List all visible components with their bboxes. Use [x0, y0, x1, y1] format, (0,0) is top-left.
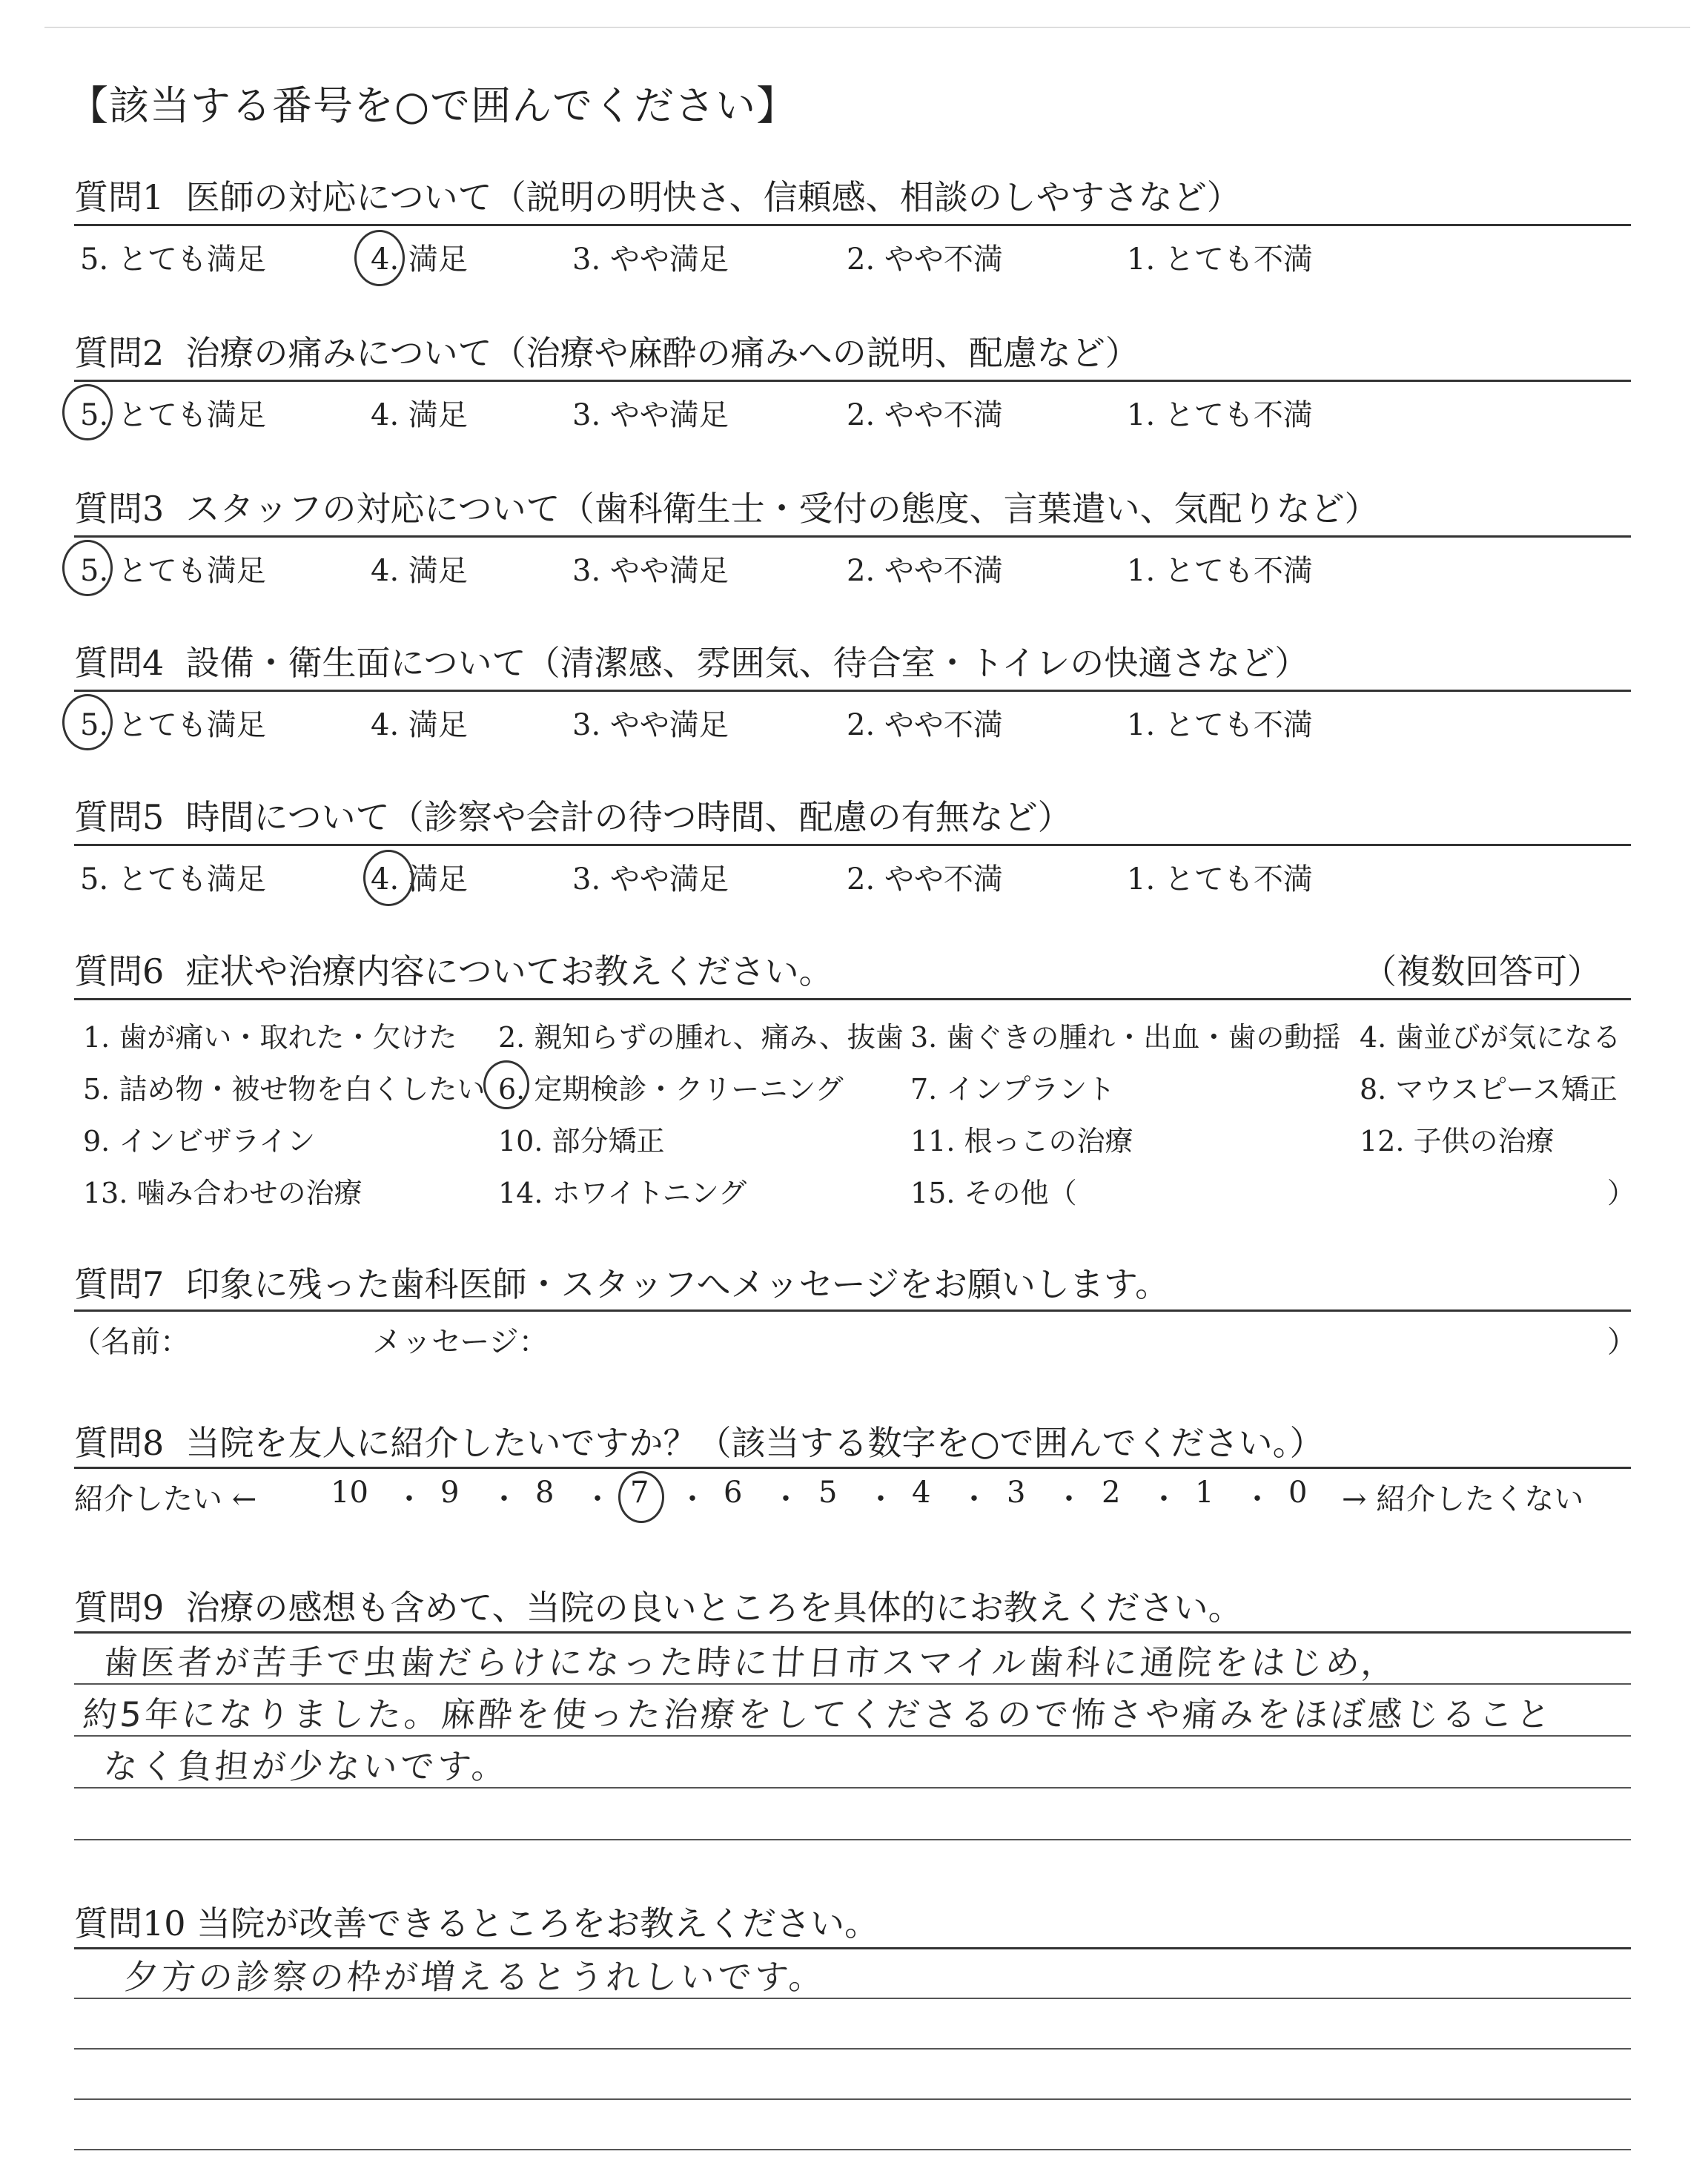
question-5 — [74, 790, 1072, 839]
question-text: 印象に残った歯科医師・スタッフへメッセージをお願いします。 — [185, 1264, 1170, 1304]
question-text: 治療の痛みについて（治療や麻酔の痛みへの説明、配慮など） — [185, 333, 1139, 373]
message-field-label: メッセージ： — [372, 1325, 549, 1359]
option-3[interactable]: 3. やや満足 — [572, 398, 729, 432]
message-close-paren: ） — [1607, 1325, 1637, 1359]
option-2[interactable]: 2. やや不満 — [847, 862, 1003, 896]
dot-sep: ・ — [866, 1482, 896, 1516]
question-text: 設備・衛生面について（清潔感、雰囲気、待合室・トイレの快適さなど） — [185, 643, 1309, 683]
option-4[interactable]: 4. 満足 — [371, 708, 468, 742]
divider — [74, 224, 1631, 226]
score-1[interactable]: 1 — [1195, 1476, 1214, 1510]
question-label: 質問9 — [74, 1588, 165, 1628]
answer-line — [74, 2048, 1631, 2050]
dot-sep: ・ — [1054, 1482, 1084, 1516]
answer-line-text: 約5年になりました。麻酔を使った治療をしてくださるので怖さや痛みをほぼ感じること — [81, 1694, 1555, 1734]
question-label: 質問3 — [74, 489, 165, 529]
score-10[interactable]: 10 — [331, 1476, 368, 1510]
answer-line — [74, 2149, 1631, 2150]
selection-circle — [483, 1060, 529, 1109]
option-5[interactable]: 5. とても満足 — [80, 554, 266, 588]
selection-circle — [62, 694, 113, 750]
option-1[interactable]: 1. とても不満 — [1127, 398, 1313, 432]
q6-option-5[interactable]: 5. 詰め物・被せ物を白くしたい — [83, 1073, 486, 1106]
scan-edge-line — [44, 27, 1690, 28]
referral-left-label: 紹介したい ← — [74, 1482, 257, 1516]
divider — [74, 380, 1631, 382]
question-text: 当院が改善できるところをお教えください。 — [196, 1903, 879, 1943]
option-5[interactable]: 5. とても満足 — [80, 708, 266, 742]
score-5[interactable]: 5 — [818, 1476, 838, 1510]
answer-line-text: 夕方の診察の枠が増えるとうれしいです。 — [122, 1957, 828, 1997]
option-1[interactable]: 1. とても不満 — [1127, 554, 1313, 588]
divider — [74, 1631, 1631, 1634]
q6-option-14[interactable]: 14. ホワイトニング — [498, 1177, 747, 1209]
divider — [74, 1309, 1631, 1312]
option-1[interactable]: 1. とても不満 — [1127, 862, 1313, 896]
option-5[interactable]: 5. とても満足 — [80, 242, 266, 277]
option-3[interactable]: 3. やや満足 — [572, 242, 729, 277]
question-text: 当院を友人に紹介したいですか？（該当する数字を○で囲んでください。） — [185, 1423, 1324, 1463]
q6-option-3[interactable]: 3. 歯ぐきの腫れ・出血・歯の動揺 — [910, 1021, 1341, 1054]
option-5[interactable]: 5. とても満足 — [80, 862, 266, 896]
question-text: 医師の対応について（説明の明快さ、信頼感、相談のしやすさなど） — [185, 177, 1241, 217]
name-field-label: （名前： — [71, 1325, 190, 1359]
question-text: スタッフの対応について（歯科衛生士・受付の態度、言葉遣い、気配りなど） — [185, 489, 1379, 529]
score-6[interactable]: 6 — [724, 1476, 743, 1510]
divider — [74, 690, 1631, 692]
question-4 — [74, 636, 1308, 685]
option-1[interactable]: 1. とても不満 — [1127, 708, 1313, 742]
option-5[interactable]: 5. とても満足 — [80, 398, 266, 432]
question-label: 質問5 — [74, 797, 165, 837]
dot-sep: ・ — [771, 1482, 801, 1516]
dot-sep: ・ — [489, 1482, 519, 1516]
q6-option-11[interactable]: 11. 根っこの治療 — [910, 1125, 1133, 1157]
question-9 — [74, 1581, 1242, 1630]
q6-option-1[interactable]: 1. 歯が痛い・取れた・欠けた — [83, 1021, 457, 1054]
score-2[interactable]: 2 — [1102, 1476, 1121, 1510]
selection-circle — [62, 384, 113, 440]
q6-option-6[interactable]: 6. 定期検診・クリーニング — [498, 1073, 844, 1106]
selection-circle — [62, 540, 113, 596]
divider — [74, 844, 1631, 846]
option-2[interactable]: 2. やや不満 — [847, 242, 1003, 277]
option-4[interactable]: 4. 満足 — [371, 554, 468, 588]
question-text: 治療の感想も含めて、当院の良いところを具体的にお教えください。 — [185, 1588, 1242, 1628]
question-10 — [74, 1897, 878, 1946]
selection-circle — [354, 230, 405, 286]
question-label: 質問8 — [74, 1423, 165, 1463]
answer-line — [74, 1839, 1631, 1840]
question-label: 質問7 — [74, 1264, 165, 1304]
question-label: 質問4 — [74, 643, 165, 683]
multiple-answers-note: （複数回答可） — [1363, 951, 1601, 991]
divider — [74, 535, 1631, 538]
dot-sep: ・ — [1149, 1482, 1179, 1516]
option-2[interactable]: 2. やや不満 — [847, 554, 1003, 588]
option-2[interactable]: 2. やや不満 — [847, 398, 1003, 432]
score-3[interactable]: 3 — [1007, 1476, 1026, 1510]
page-title: 【該当する番号を○で囲んでください】 — [68, 82, 798, 129]
answer-line-text: なく負担が少ないです。 — [102, 1746, 511, 1786]
option-3[interactable]: 3. やや満足 — [572, 554, 729, 588]
divider — [74, 1467, 1631, 1469]
option-2[interactable]: 2. やや不満 — [847, 708, 1003, 742]
q6-option-9[interactable]: 9. インビザライン — [83, 1125, 316, 1157]
question-8 — [74, 1416, 1324, 1465]
option-4[interactable]: 4. 満足 — [371, 242, 468, 277]
selection-circle — [363, 850, 414, 906]
dot-sep: ・ — [1242, 1482, 1272, 1516]
option-3[interactable]: 3. やや満足 — [572, 862, 729, 896]
score-0[interactable]: 0 — [1288, 1476, 1308, 1510]
q6-other-close-paren: ） — [1607, 1177, 1636, 1209]
dot-sep: ・ — [583, 1482, 612, 1516]
score-8[interactable]: 8 — [535, 1476, 555, 1510]
dot-sep: ・ — [959, 1482, 989, 1516]
q6-option-8[interactable]: 8. マウスピース矯正 — [1360, 1073, 1618, 1106]
selection-circle — [618, 1471, 664, 1523]
question-6 — [74, 945, 833, 994]
answer-line — [74, 2098, 1631, 2100]
answer-line-text: 歯医者が苦手で虫歯だらけになった時に廿日市スマイル歯科に通院をはじめ， — [102, 1642, 1400, 1682]
q6-option-7[interactable]: 7. インプラント — [910, 1073, 1116, 1106]
referral-right-label: → 紹介したくない — [1342, 1482, 1584, 1516]
divider — [74, 998, 1631, 1000]
question-7 — [74, 1258, 1169, 1307]
option-1[interactable]: 1. とても不満 — [1127, 242, 1313, 277]
q6-option-13[interactable]: 13. 噛み合わせの治療 — [83, 1177, 363, 1209]
q6-option-12[interactable]: 12. 子供の治療 — [1360, 1125, 1555, 1157]
option-4[interactable]: 4. 満足 — [371, 398, 468, 432]
dot-sep: ・ — [678, 1482, 707, 1516]
question-label: 質問2 — [74, 333, 165, 373]
question-1 — [74, 171, 1241, 219]
dot-sep: ・ — [394, 1482, 424, 1516]
question-text: 症状や治療内容についてお教えください。 — [185, 951, 833, 991]
score-4[interactable]: 4 — [912, 1476, 931, 1510]
question-text: 時間について（診察や会計の待つ時間、配慮の有無など） — [185, 797, 1072, 837]
q6-option-15[interactable]: 15. その他（ — [910, 1177, 1077, 1209]
question-label: 質問6 — [74, 951, 165, 991]
option-4[interactable]: 4. 満足 — [371, 862, 468, 896]
q6-option-4[interactable]: 4. 歯並びが気になる — [1360, 1021, 1621, 1054]
q6-option-2[interactable]: 2. 親知らずの腫れ、痛み、抜歯 — [498, 1021, 904, 1054]
question-3 — [74, 482, 1379, 531]
score-9[interactable]: 9 — [440, 1476, 460, 1510]
divider — [74, 1947, 1631, 1949]
score-7[interactable]: 7 — [630, 1476, 649, 1510]
question-label: 質問10 — [74, 1903, 186, 1943]
option-3[interactable]: 3. やや満足 — [572, 708, 729, 742]
q6-option-10[interactable]: 10. 部分矯正 — [498, 1125, 665, 1157]
question-2 — [74, 326, 1139, 375]
question-label: 質問1 — [74, 177, 165, 217]
